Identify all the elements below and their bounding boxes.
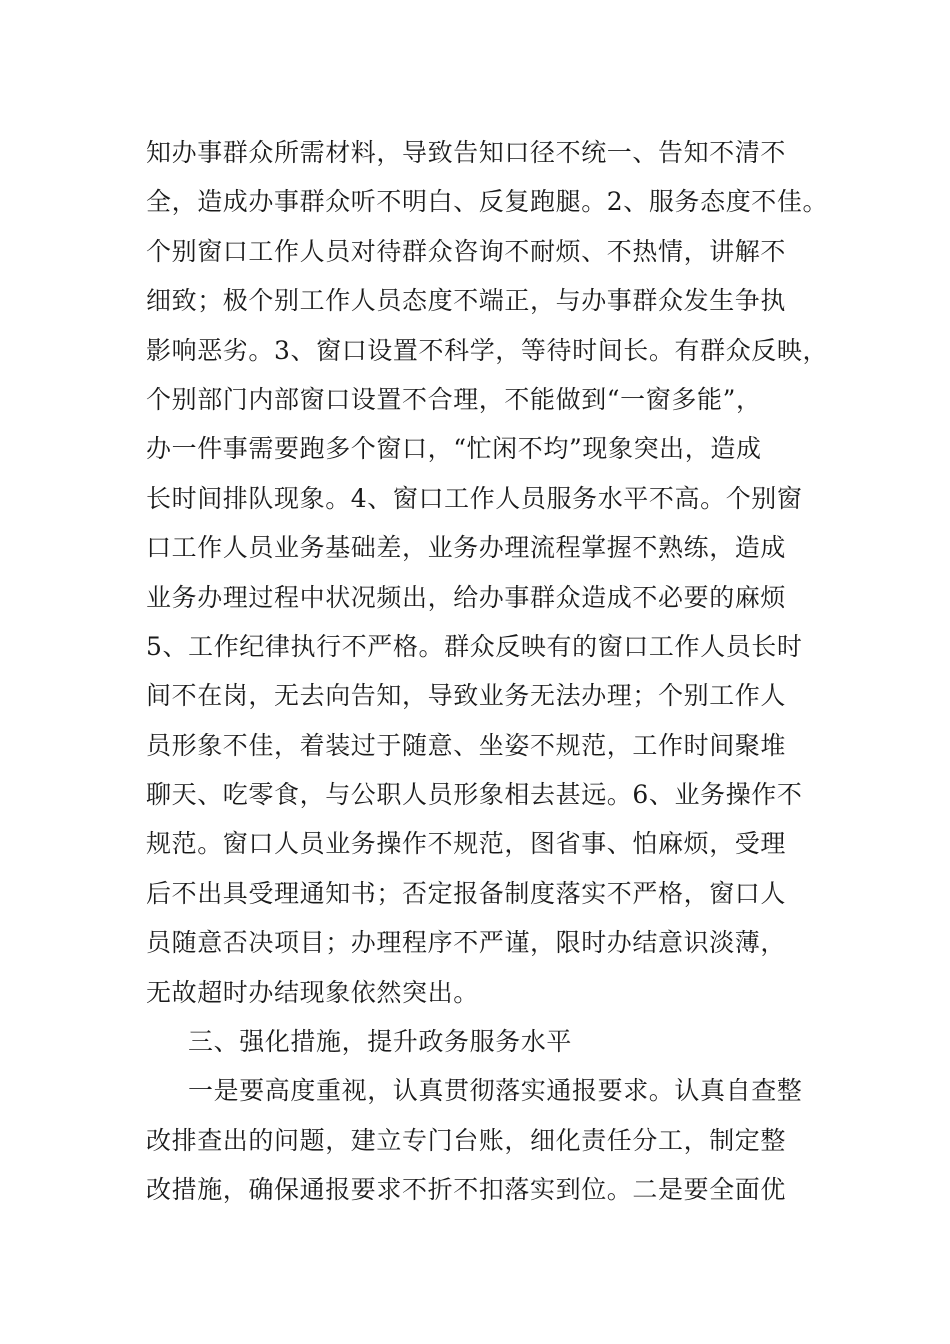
text-line: 知办事群众所需材料，导致告知口径不统一、告知不清不 — [146, 138, 787, 167]
section-heading: 三、强化措施，提升政务服务水平 — [188, 1027, 573, 1057]
text-line: 改措施，确保通报要求不折不扣落实到位。二是要全面优 — [146, 1175, 787, 1205]
text-line: 细致；极个别工作人员态度不端正，与办事群众发生争执 — [146, 286, 787, 316]
text-line: 改排查出的问题，建立专门台账，细化责任分工，制定整 — [146, 1125, 787, 1155]
text-line: 个别窗口工作人员对待群众咨询不耐烦、不热情，讲解不 — [146, 236, 787, 266]
text-line: 影响恶劣。3、窗口设置不科学，等待时间长。有群众反映， — [146, 335, 829, 365]
text-line: 员随意否决项目；办理程序不严谨，限时办结意识淡薄， — [146, 928, 787, 958]
text-line: 业务办理过程中状况频出，给办事群众造成不必要的麻烦 — [146, 582, 787, 612]
text-line: 5、工作纪律执行不严格。群众反映有的窗口工作人员长时 — [146, 631, 803, 661]
text-line: 间不在岗，无去向告知，导致业务无法办理；个别工作人 — [146, 681, 787, 711]
text-line: 个别部门内部窗口设置不合理，不能做到“一窗多能”， — [146, 384, 762, 414]
text-line: 长时间排队现象。4、窗口工作人员服务水平不高。个别窗 — [146, 483, 803, 513]
text-line: 口工作人员业务基础差，业务办理流程掌握不熟练，造成 — [146, 533, 787, 563]
text-line: 员形象不佳，着装过于随意、坐姿不规范，工作时间聚堆 — [146, 730, 787, 760]
text-line: 聊天、吃零食，与公职人员形象相去甚远。6、业务操作不 — [146, 780, 803, 810]
text-line: 规范。窗口人员业务操作不规范，图省事、怕麻烦，受理 — [146, 829, 787, 859]
body-text — [146, 128, 829, 1215]
text-line: 后不出具受理通知书；否定报备制度落实不严格，窗口人 — [146, 878, 787, 908]
text-line: 全，造成办事群众听不明白、反复跑腿。2、服务态度不佳。 — [146, 187, 829, 217]
text-line: 一是要高度重视，认真贯彻落实通报要求。认真自查整 — [188, 1076, 803, 1106]
text-line: 办一件事需要跑多个窗口，“忙闲不均”现象突出，造成 — [146, 434, 762, 464]
text-line: 无故超时办结现象依然突出。 — [146, 977, 479, 1007]
